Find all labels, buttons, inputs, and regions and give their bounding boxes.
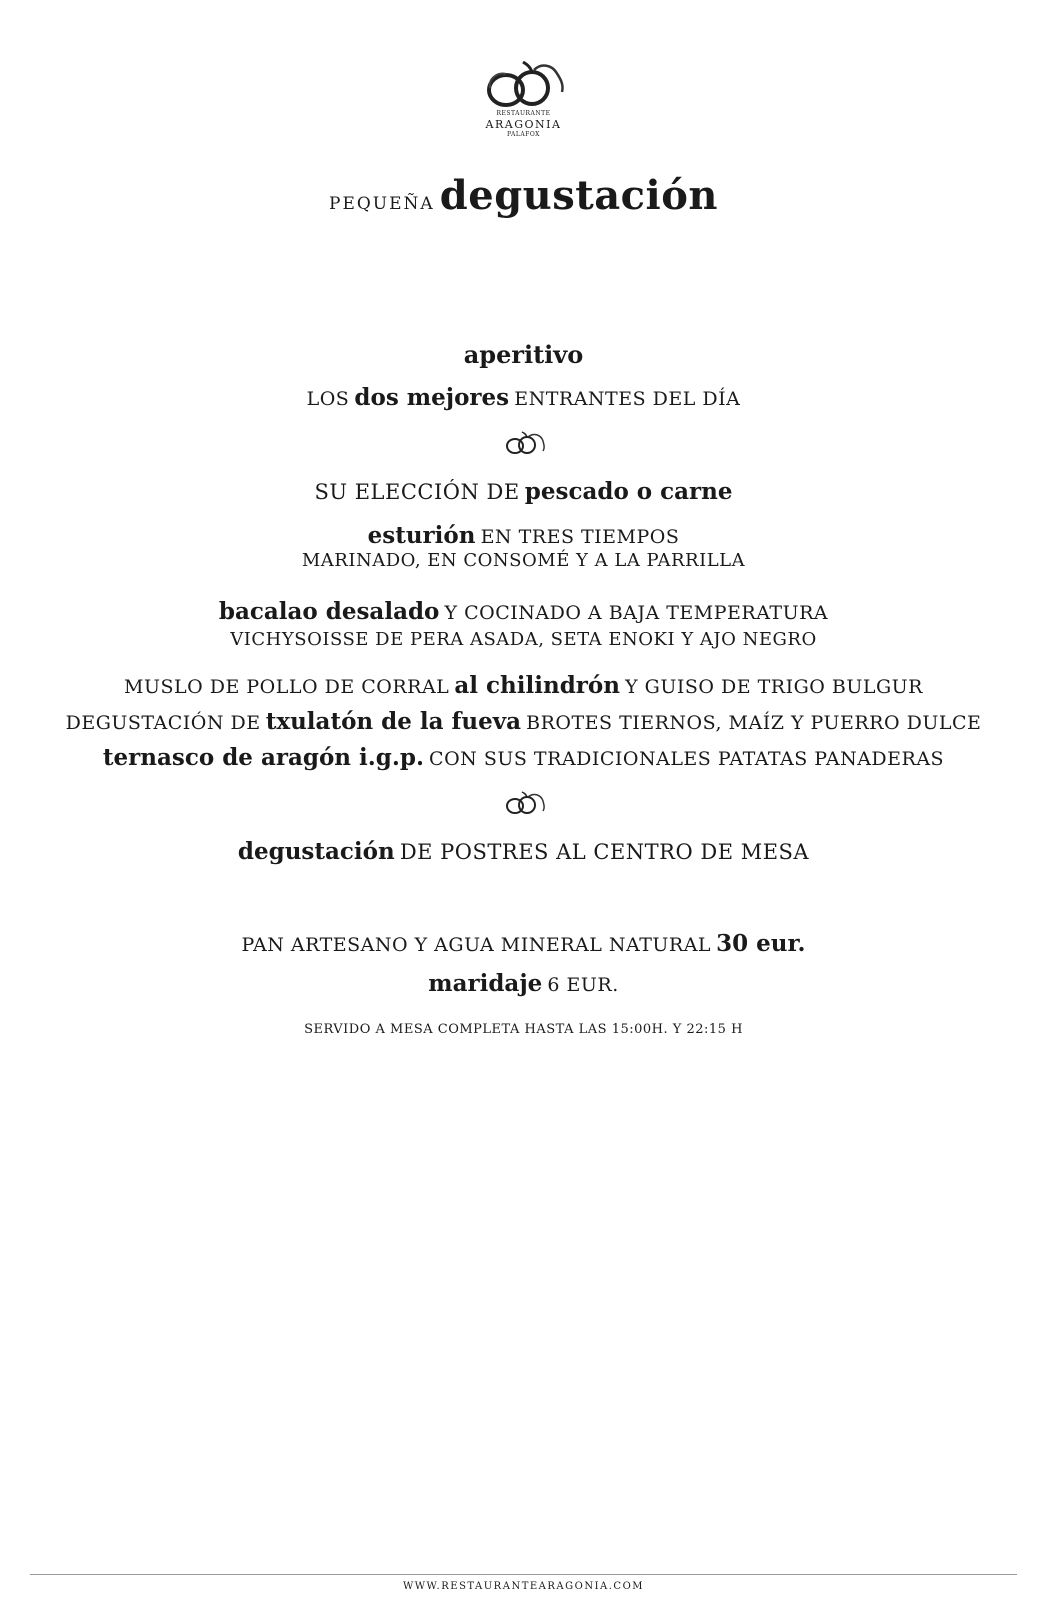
postres-line: degustación DE POSTRES AL CENTRO DE MESA bbox=[237, 838, 810, 865]
title-light: pequeña bbox=[329, 187, 435, 215]
apple-divider-icon bbox=[501, 430, 547, 456]
txuleton-line: DEGUSTACIÓN DE txulatón de la fueva BROTES TIERNOS, MAÍZ Y PUERRO DULCE bbox=[65, 708, 982, 735]
logo-small-top: RESTAURANTE bbox=[496, 110, 551, 117]
ternasco-line: ternasco de aragón i.g.p. CON SUS TRADICIONALES PATATAS PANADERAS bbox=[102, 744, 945, 771]
website-link[interactable]: WWW.RESTAURANTEARAGONIA.COM bbox=[402, 1581, 645, 1592]
service-note: SERVIDO A MESA COMPLETA HASTA LAS 15:00H. Y 22:15 H bbox=[304, 1022, 743, 1037]
choice-line: SU ELECCIÓN DE pescado o carne bbox=[314, 478, 733, 505]
apple-divider-icon bbox=[501, 790, 547, 816]
bacalao-line: bacalao desalado Y COCINADO A BAJA TEMPERATURA bbox=[218, 598, 829, 625]
pollo-line: MUSLO DE POLLO DE CORRAL al chilindrón Y GUISO DE TRIGO BULGUR bbox=[124, 672, 923, 699]
footer-divider bbox=[30, 1574, 1017, 1575]
esturion-subline: MARINADO, EN CONSOMÉ Y A LA PARRILLA bbox=[301, 550, 746, 571]
logo-name: ARAGONIA bbox=[485, 118, 562, 131]
maridaje-line: maridaje 6 EUR. bbox=[428, 970, 619, 997]
logo-small-bottom: PALAFOX bbox=[507, 131, 540, 138]
restaurant-logo bbox=[0, 58, 1047, 139]
esturion-line: esturión EN TRES TIEMPOS bbox=[367, 522, 680, 549]
divider-2 bbox=[0, 790, 1047, 816]
divider-1 bbox=[0, 430, 1047, 456]
aperitivo-line: LOS dos mejores ENTRANTES DEL DÍA bbox=[306, 384, 741, 411]
aperitivo-heading: aperitivo bbox=[463, 340, 584, 369]
bacalao-subline: VICHYSOISSE DE PERA ASADA, SETA ENOKI Y AJO NEGRO bbox=[230, 629, 817, 650]
price-line: PAN ARTESANO Y AGUA MINERAL NATURAL 30 eur. bbox=[241, 930, 806, 957]
title-bold: degustación bbox=[439, 172, 718, 219]
apple-logo-icon bbox=[476, 58, 572, 110]
page-title bbox=[0, 172, 1047, 219]
